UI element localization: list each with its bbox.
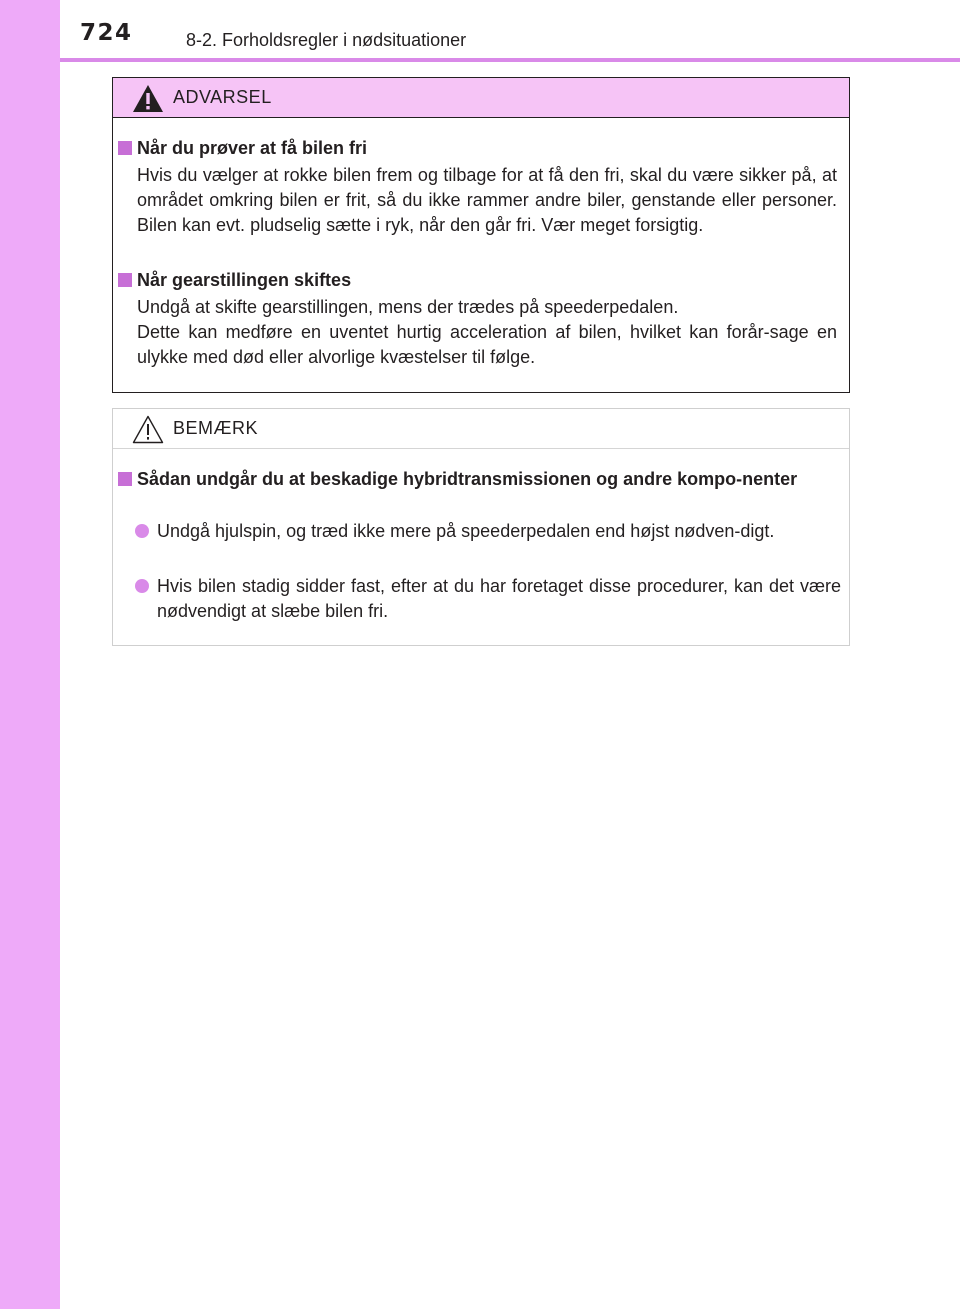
round-bullet-icon [135,524,149,538]
round-bullet-icon [135,579,149,593]
notice-bullet-2: Hvis bilen stadig sidder fast, efter at du har foretaget disse procedurer, kan det være nødvendigt at slæbe bilen fri. [157,574,841,624]
notice-box [112,408,850,646]
warning-item-2-paragraph-1: Undgå at skifte gearstillingen, mens der trædes på speederpedalen. [137,297,679,317]
warning-item-1-paragraph: Hvis du vælger at rokke bilen frem og tilbage for at få den fri, skal du være sikker på, at området omkring bilen er frit, så du ikke rammer andre biler, genstande eller personer. Bilen kan evt. pludselig sætte i ryk, når den går fri. Vær meget forsigtig. [137,165,837,235]
header-rule [60,58,960,62]
square-bullet-icon [118,141,132,155]
square-bullet-icon [118,472,132,486]
warning-box-header [113,78,849,118]
side-stripe [0,0,60,1309]
square-bullet-icon [118,273,132,287]
notice-box-header [113,409,849,449]
warning-box [112,77,850,393]
notice-label: BEMÆRK [173,418,259,438]
notice-bullet-1: Undgå hjulspin, og træd ikke mere på speederpedalen end højst nødven-digt. [157,519,841,544]
caution-triangle-outline-icon [131,414,165,445]
warning-item-2-paragraph-2: Dette kan medføre en uventet hurtig acceleration af bilen, hvilket kan forår-sage en ulykke med død eller alvorlige kvæstelser til følge. [137,322,837,367]
section-title: 8-2. Forholdsregler i nødsituationer [186,30,467,50]
warning-item-title-1: Når du prøver at få bilen fri [137,136,837,160]
warning-triangle-icon [131,83,165,114]
warning-label: ADVARSEL [173,87,272,107]
page-number: 724 [80,20,133,46]
warning-item-title-2: Når gearstillingen skiftes [137,268,837,292]
notice-title: Sådan undgår du at beskadige hybridtransmissionen og andre kompo-nenter [137,467,837,491]
